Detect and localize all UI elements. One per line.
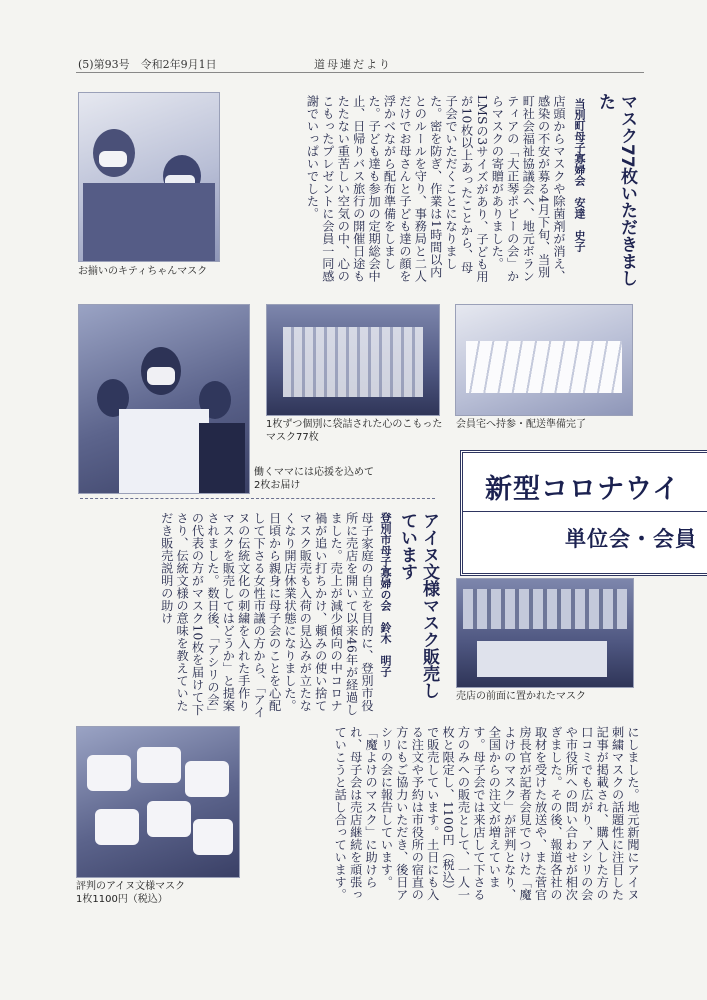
article1-author: 当別町母子寡婦会 安達 史子 — [573, 98, 586, 252]
article1-title: マスク77枚いただきました — [595, 93, 637, 287]
feature-banner — [460, 450, 707, 576]
delivery-prep-photo — [455, 304, 633, 416]
kitty-mask-caption: お揃いのキティちゃんマスク — [78, 266, 208, 277]
article1-body: 店頭からマスクや除菌剤が消え、感染の不安が募る4月下旬、当別町社会福祉協議会へ、地元ボランティアの「大正琴ポビーの会」からマスクの寄贈がありました。LMSの3サイズがあり、子ども用が10枚以上あったことから、母子会でいただくことになりました。密を防ぎ、作業は1時間以内とのルールを守り、事務局と二人だけでお母さんと子ども達の顔を浮かべながら配布準備をしました。子ども達も参加の定期総会中止、日帰りバス旅行の開催日途もたたない重苦しい空気の中、心のこもったプレゼントに会員一同感謝でいっぱいでした。 — [305, 95, 566, 283]
publication-name: 道母連だより — [314, 58, 392, 71]
shop-front-photo — [456, 578, 634, 688]
banner-title: 新型コロナウイ — [485, 474, 681, 505]
banner-subtitle: 単位会・会員 — [565, 527, 697, 551]
ainu-mask-caption: 評判のアイヌ文様マスク 1枚1100円（税込） — [76, 881, 186, 905]
delivery-prep-caption: 会員宅へ持参・配送準備完了 — [456, 419, 586, 430]
mask-bags-caption: 1枚ずつ個別に袋詰された心のこもったマスク77枚 — [266, 419, 443, 443]
section-divider — [80, 498, 435, 499]
article2-title: アイヌ文様マスク販売しています — [397, 512, 439, 699]
issue-info: (5)第93号 令和2年9月1日 — [78, 58, 217, 71]
ainu-mask-photo — [76, 726, 240, 878]
working-mama-photo — [78, 304, 250, 494]
article2-author: 登別市母子寡婦の会 鈴木 明子 — [379, 512, 392, 677]
banner-divider — [463, 511, 707, 512]
kitty-mask-photo — [78, 92, 220, 262]
mask-bags-photo — [266, 304, 440, 416]
shop-front-caption: 売店の前面に置かれたマスク — [456, 691, 586, 702]
working-mama-caption: 働くママには応援を込めて 2枚お届け — [254, 467, 374, 491]
header-rule — [76, 72, 644, 73]
article2-body: 母子家庭の自立を目的に、登別市役所に売店を開いて以来46年が経過しました。売上が減少傾向の中コロナ禍が追い打ちかけ、頼みの使い捨てマスク販売も入荷の見込みが立たなくなり開店休業状態になりました。日頃から親身に母子会のことを心配して下さる女性市議の方から、「アイヌの伝統文化の刺繍を入れた手作りマスクを販売してはどうか」と提案されました。数日後、「アシリの会」の代表の方がマスク10枚を届けて下さり、伝統文様の意味を教えていただき販売説明の助け — [159, 512, 374, 719]
article2-continued: にしました。地元新聞にアイヌ刺繍マスクの話題性に注目した記事が掲載され、購入した方の口コミでも広がり、アシリの会や市役所への問い合わせが相次ぎました。その後、報道各社の取材を受けた放送や、また菅官房長官が記者会見でつけた「魔よけのマスク」が評判となり、全国からの注文が増えています。母子会では来店して下さる方のみへの販売として、一人一枚と限定し、1100円（税込）で販売しています。土日にも入る注文や予約は市役所の宿直の方にもご協力いただき、後日アシリの会に報告しています。「魔よけのマスク」に助けられ、母子会は売店継続を頑張っていこうと話し合っています。 — [333, 726, 640, 901]
